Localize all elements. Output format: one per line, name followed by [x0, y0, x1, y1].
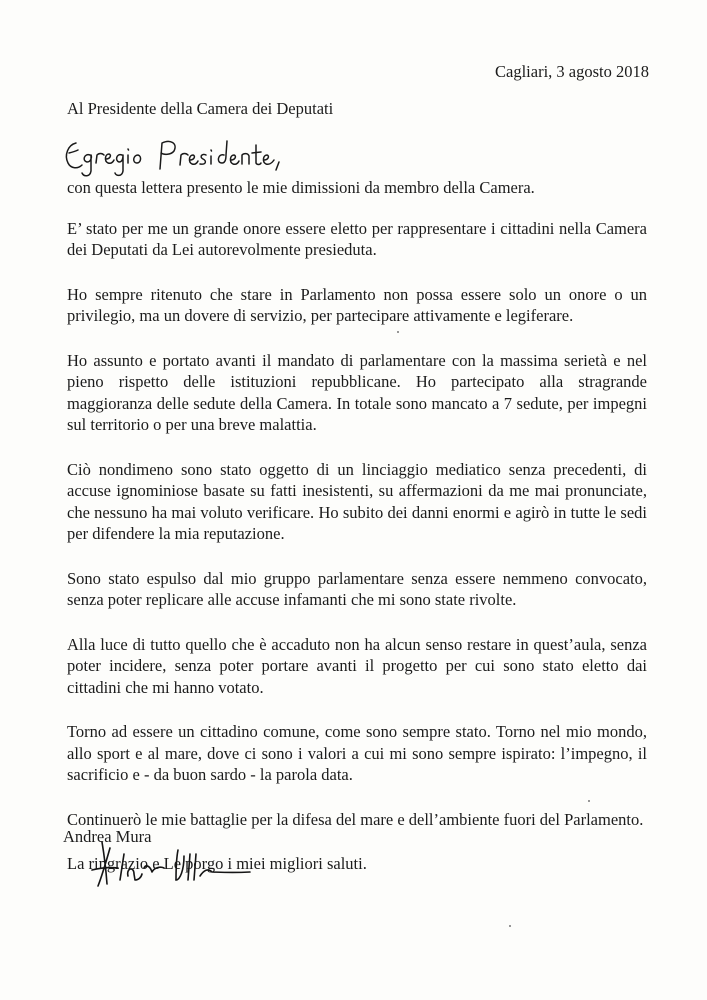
scan-speck — [588, 800, 590, 802]
paragraph-2: E’ stato per me un grande onore essere eletto per rappresentare i cittadini nella Camera dei Deputati da Lei autorevolmente presieduta. — [67, 218, 647, 259]
paragraph-1: con questa lettera presento le mie dimissioni da membro della Camera. — [67, 178, 535, 197]
paragraph-5: Ciò nondimeno sono stato oggetto di un linciaggio mediatico senza precedenti, di accuse ignominiose basate su fatti inesistenti, su affermazioni da me mai pronunciate, che nessuno ha mai voluto verificare. Ho subito dei danni enormi e agirò in tutte le sedi per difendere la mia reputazione. — [67, 459, 647, 543]
letter-recipient: Al Presidente della Camera dei Deputati — [67, 99, 334, 118]
letter-date: Cagliari, 3 agosto 2018 — [495, 62, 649, 81]
paragraph-9: Continuerò le mie battaglie per la difesa del mare e dell’ambiente fuori del Parlamento. — [67, 809, 644, 829]
handwritten-signature — [80, 840, 260, 900]
scan-speck — [397, 331, 399, 333]
paragraph-6: Sono stato espulso dal mio gruppo parlamentare senza essere nemmeno convocato, senza poter replicare alle accuse infamanti che mi sono state rivolte. — [67, 568, 647, 609]
paragraph-10: La ringrazio e Le porgo i miei migliori saluti. — [67, 854, 367, 873]
paragraph-8: Torno ad essere un cittadino comune, come sono sempre stato. Torno nel mio mondo, allo sport e al mare, dove ci sono i valori a cui mi sono sempre ispirato: l’impegno, il sacrificio e - da buon sardo - la parola data. — [67, 722, 647, 784]
signatory-name: Andrea Mura — [63, 827, 152, 846]
scan-speck — [509, 925, 511, 927]
paragraph-4: Ho assunto e portato avanti il mandato di parlamentare con la massima serietà e nel pieno rispetto delle istituzioni repubblicane. Ho partecipato alla stragrande maggioranza delle sedute della Camera. In totale sono mancato a 7 sedute, per impegni sul territorio o per una breve malattia. — [67, 350, 647, 434]
paragraph-3: Ho sempre ritenuto che stare in Parlamento non possa essere solo un onore o un privilegio, ma un dovere di servizio, per partecipare attivamente e legiferare. — [67, 284, 647, 325]
letter-body — [67, 177, 647, 898]
paragraph-7: Alla luce di tutto quello che è accaduto non ha alcun senso restare in quest’aula, senza poter incidere, senza poter portare avanti il progetto per cui sono stato eletto dai cittadini che mi hanno votato. — [67, 634, 647, 697]
